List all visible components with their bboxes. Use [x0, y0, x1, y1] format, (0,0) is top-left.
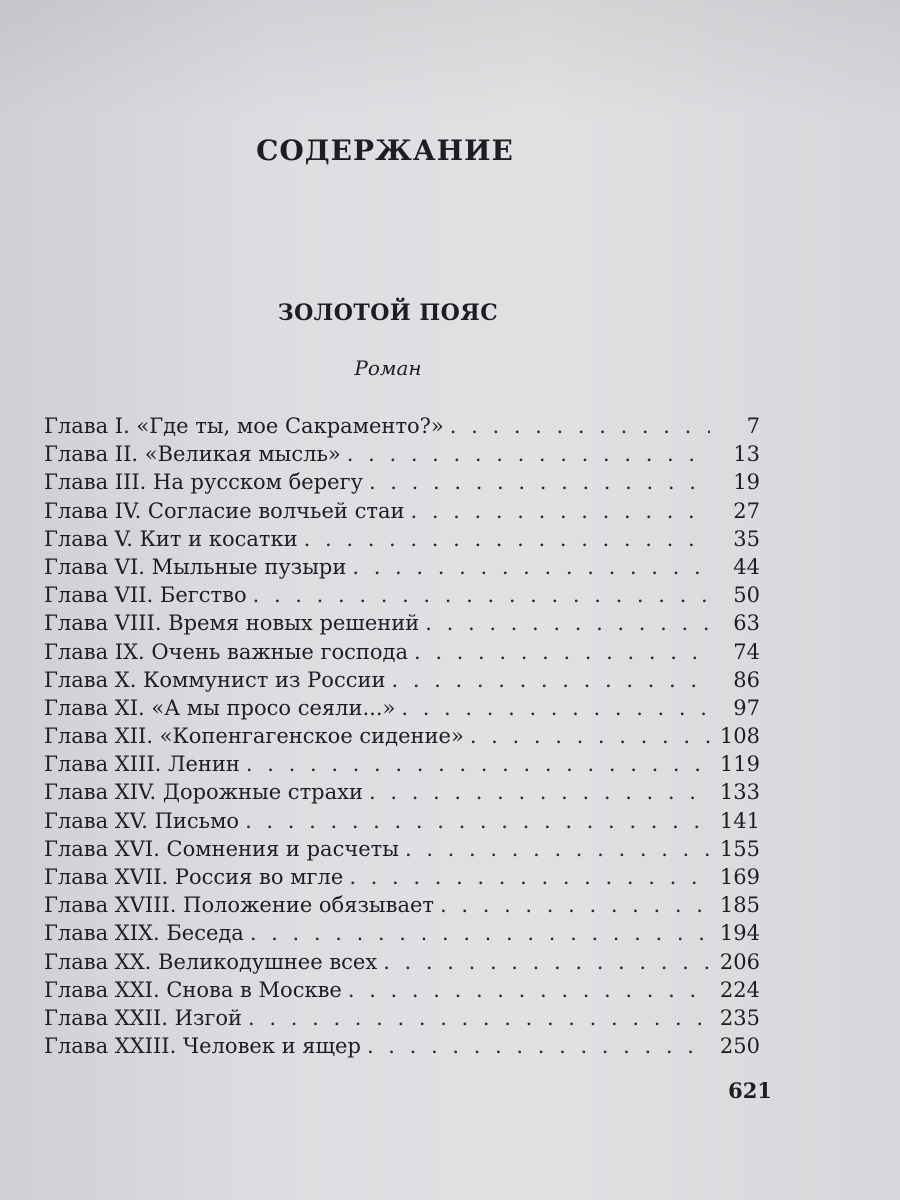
- chapter-page-number: 63: [733, 611, 760, 636]
- chapter-title: Глава X. Коммунист из России: [44, 667, 386, 692]
- dot-leader: [348, 976, 710, 1004]
- chapter-page-number: 119: [719, 752, 760, 777]
- chapter-title: Глава IV. Согласие волчьей стаи: [44, 498, 405, 523]
- toc-entry: [44, 750, 760, 778]
- chapter-page-number: 108: [719, 724, 760, 749]
- chapter-title: Глава VIII. Время новых решений: [44, 611, 420, 636]
- toc-entry: [44, 525, 760, 553]
- dot-leader: [246, 750, 710, 778]
- page-number: 621: [728, 1078, 772, 1103]
- dot-leader: [248, 1004, 710, 1032]
- dot-leader: [440, 891, 710, 919]
- chapter-page-number: 35: [733, 526, 760, 551]
- dot-leader: [414, 638, 710, 666]
- toc-entry: [44, 609, 760, 637]
- toc-entry: [44, 553, 760, 581]
- chapter-title: Глава XI. «А мы просо сеяли...»: [44, 695, 396, 720]
- chapter-page-number: 250: [719, 1034, 760, 1059]
- chapter-title: Глава XXIII. Человек и ящер: [44, 1034, 361, 1059]
- chapter-page-number: 27: [733, 498, 760, 523]
- dot-leader: [352, 553, 710, 581]
- dot-leader: [405, 835, 710, 863]
- toc-entry: [44, 638, 760, 666]
- toc-entry: [44, 666, 760, 694]
- chapter-title: Глава VI. Мыльные пузыри: [44, 554, 347, 579]
- chapter-title: Глава XV. Письмо: [44, 808, 240, 833]
- chapter-page-number: 97: [733, 695, 760, 720]
- toc-entry: [44, 863, 760, 891]
- chapter-title: Глава I. «Где ты, мое Сакраменто?»: [44, 414, 444, 438]
- chapter-page-number: 74: [733, 639, 760, 664]
- dot-leader: [369, 778, 710, 806]
- toc-entry: [44, 694, 760, 722]
- toc-entry: [44, 440, 760, 468]
- chapter-page-number: 141: [719, 808, 760, 833]
- chapter-title: Глава XIII. Ленин: [44, 752, 240, 777]
- chapter-title: Глава V. Кит и косатки: [44, 526, 298, 551]
- chapter-title: Глава XX. Великодушнее всех: [44, 949, 378, 974]
- dot-leader: [470, 722, 710, 750]
- dot-leader: [401, 694, 710, 722]
- chapter-page-number: 194: [719, 921, 760, 946]
- chapter-page-number: 86: [733, 667, 760, 692]
- dot-leader: [450, 412, 710, 440]
- chapter-title: Глава XXI. Снова в Москве: [44, 977, 342, 1002]
- toc-entry: [44, 835, 760, 863]
- chapter-page-number: 224: [719, 977, 760, 1002]
- contents-heading: СОДЕРЖАНИЕ: [256, 134, 514, 167]
- dot-leader: [425, 609, 710, 637]
- work-subtitle: Роман: [354, 356, 422, 380]
- dot-leader: [245, 807, 710, 835]
- work-title: ЗОЛОТОЙ ПОЯС: [277, 300, 499, 326]
- toc-entry: [44, 497, 760, 525]
- dot-leader: [391, 666, 710, 694]
- toc-entry: [44, 1032, 760, 1060]
- dot-leader: [349, 863, 710, 891]
- chapter-page-number: 169: [719, 865, 760, 889]
- toc-entry: [44, 948, 760, 976]
- dot-leader: [347, 440, 710, 468]
- chapter-page-number: 50: [733, 583, 760, 608]
- dot-leader: [304, 525, 710, 553]
- toc-entry: [44, 891, 760, 919]
- chapter-page-number: 44: [733, 554, 760, 579]
- dot-leader: [253, 581, 710, 609]
- toc-entry: [44, 807, 760, 835]
- dot-leader: [383, 948, 710, 976]
- toc-entry: [44, 581, 760, 609]
- toc-entry: [44, 468, 760, 496]
- paper-shading: [0, 0, 900, 120]
- chapter-title: Глава XVIII. Положение обязывает: [44, 893, 435, 918]
- toc-entry: [44, 976, 760, 1004]
- dot-leader: [367, 1032, 710, 1060]
- chapter-page-number: 206: [719, 949, 760, 974]
- chapter-title: Глава VII. Бегство: [44, 583, 247, 608]
- chapter-title: Глава XXII. Изгой: [44, 1005, 243, 1030]
- chapter-title: Глава XIV. Дорожные страхи: [44, 780, 363, 805]
- toc-entry: [44, 919, 760, 947]
- dot-leader: [369, 468, 710, 496]
- chapter-title: Глава II. «Великая мысль»: [44, 442, 341, 467]
- chapter-page-number: 19: [733, 470, 760, 495]
- chapter-title: Глава III. На русском берегу: [44, 470, 363, 495]
- toc-entry: [44, 722, 760, 750]
- dot-leader: [410, 497, 710, 525]
- chapter-page-number: 133: [719, 780, 760, 805]
- chapter-title: Глава XII. «Копенгагенское сидение»: [44, 724, 464, 749]
- chapter-page-number: 7: [746, 414, 760, 438]
- toc-entry: [44, 778, 760, 806]
- chapter-page-number: 155: [719, 836, 760, 861]
- dot-leader: [250, 919, 710, 947]
- toc-entry: [44, 412, 760, 440]
- chapter-page-number: 185: [719, 893, 760, 918]
- toc-entry: [44, 1004, 760, 1032]
- chapter-title: Глава XVI. Сомнения и расчеты: [44, 836, 399, 861]
- chapter-title: Глава XIX. Беседа: [44, 921, 244, 946]
- chapter-page-number: 13: [733, 442, 760, 467]
- chapter-page-number: 235: [719, 1005, 760, 1030]
- chapter-title: Глава XVII. Россия во мгле: [44, 865, 344, 889]
- table-of-contents: [44, 412, 760, 1060]
- chapter-title: Глава IX. Очень важные господа: [44, 639, 408, 664]
